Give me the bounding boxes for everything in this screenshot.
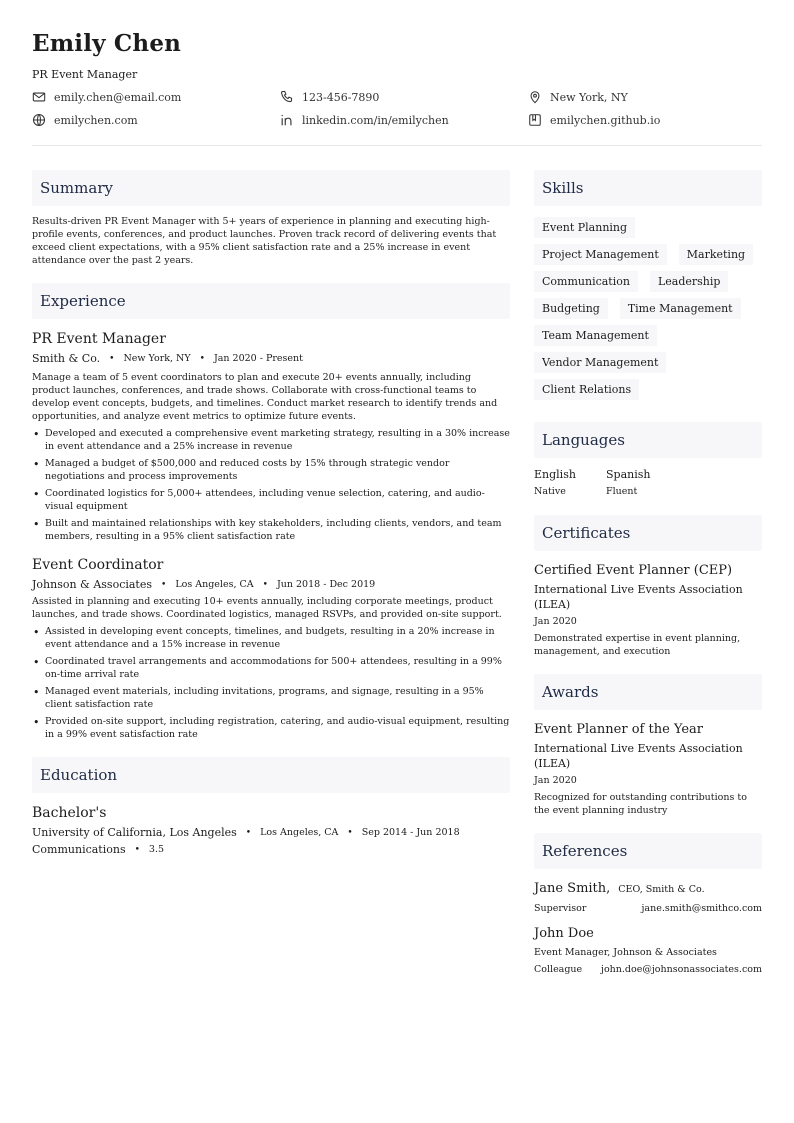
list-item: • Assisted in developing event concepts, timelines, and budgets, resulting in a 20% increase in event attendance and a 15% increase in revenue [32,625,510,651]
language-name: Spanish [606,468,651,481]
job-description: Assisted in planning and executing 10+ events annually, including corporate meetings, product launches, and trade shows. Coordinated logistics, managed RSVPs, and provided on-site support. [32,596,502,620]
reference-details [534,964,762,975]
school-location: Los Angeles, CA [260,827,339,838]
languages-section [534,422,762,497]
reference-header [534,926,762,941]
section-heading: References [534,833,762,869]
section-heading: Education [32,757,510,793]
linkedin-icon [280,113,294,127]
certificate-title: Certified Event Planner (CEP) [534,563,733,578]
header-divider [32,145,762,146]
job-entry [32,331,510,543]
section-heading: Skills [534,170,762,206]
contact-github[interactable] [528,112,762,128]
contact-linkedin[interactable] [280,112,528,128]
globe-icon [32,113,46,127]
award-description: Recognized for outstanding contributions to the event planning industry [534,792,747,816]
list-item: • Managed a budget of $500,000 and reduced costs by 15% through strategic vendor negotiations and process improvements [32,457,510,483]
certificates-section [534,515,762,658]
school-name: University of California, Los Angeles [32,826,237,839]
skill-chip: Client Relations [534,379,639,400]
phone-text: 123-456-7890 [302,90,380,104]
section-heading: Languages [534,422,762,458]
field-of-study: Communications [32,843,126,856]
degree-title: Bachelor's [32,805,107,821]
language-level: Fluent [606,486,638,497]
list-item: • Built and maintained relationships with key stakeholders, including clients, vendors, and team members, resulting in a 95% client satisfaction rate [32,517,510,543]
mail-icon [32,90,46,104]
sidebar-column [534,170,762,975]
reference-position: CEO, Smith & Co. [618,884,705,895]
contact-phone[interactable] [280,89,528,105]
list-item: • Managed event materials, including invitations, programs, and signage, resulting in a 95% client satisfaction rate [32,685,510,711]
job-bullets [32,427,510,543]
reference-relation: Colleague [534,964,583,975]
language-item [606,468,678,497]
map-pin-icon [528,90,542,104]
reference-name: John Doe [534,926,594,941]
separator-dot: • [262,579,268,590]
certificate-date: Jan 2020 [534,616,577,627]
job-title: Event Coordinator [32,557,164,573]
linkedin-text: linkedin.com/in/emilychen [302,113,449,127]
list-item: • Provided on-site support, including registration, catering, and audio-visual equipment, resulting in a 99% event satisfaction rate [32,715,510,741]
website-text: emilychen.com [54,113,138,127]
education-dates: Sep 2014 - Jun 2018 [361,827,460,838]
separator-dot: • [245,827,252,838]
section-heading: Awards [534,674,762,710]
separator-dot: • [161,579,167,590]
skill-chip: Communication [534,271,638,292]
section-heading: Experience [32,283,510,319]
reference-relation: Supervisor [534,903,587,914]
reference-details [534,903,762,914]
language-level: Native [534,486,566,497]
skill-chip: Project Management [534,244,667,265]
job-meta [32,352,510,365]
candidate-name: Emily Chen [32,30,182,57]
summary-section [32,170,510,267]
skills-section [534,170,762,400]
separator-dot: • [134,844,140,855]
job-location: Los Angeles, CA [175,579,254,590]
award-org: International Live Events Association (ILEA) [534,742,743,770]
certificate-description: Demonstrated expertise in event planning, management, and execution [534,633,741,657]
certificate-org: International Live Events Association (ILEA) [534,583,743,611]
education-entry [32,805,510,856]
awards-section [534,674,762,817]
job-description: Manage a team of 5 event coordinators to plan and execute 20+ events annually, including product launches, conferences, and trade shows. Collaborate with cross-functional teams to develop event concepts, budgets, and timelines. Conduct market research to identify trends and opportunities, and analyze event metrics to optimize future events. [32,372,498,422]
job-entry [32,557,510,741]
github-icon [528,113,542,127]
job-dates: Jan 2020 - Present [213,353,303,364]
job-bullets [32,625,510,741]
skill-chip: Budgeting [534,298,608,319]
job-meta [32,578,510,591]
separator-dot: • [199,353,205,364]
location-text: New York, NY [550,90,628,104]
reference-entry [534,881,762,914]
job-dates: Jun 2018 - Dec 2019 [276,579,376,590]
candidate-title: PR Event Manager [32,68,138,81]
skill-chip: Team Management [534,325,657,346]
references-section [534,833,762,975]
section-heading: Certificates [534,515,762,551]
company-name: Johnson & Associates [32,578,153,591]
summary-text: Results-driven PR Event Manager with 5+ years of experience in planning and executing high-profile events, conferences, and product launches. Proven track record of delivering events that exceed client expectations, with a 95% client satisfaction rate and a 25% increase in event attendance over the past 2 years. [32,216,497,266]
skill-chip: Marketing [679,244,753,265]
award-title: Event Planner of the Year [534,722,703,737]
languages-list [534,468,762,497]
gpa-value: 3.5 [148,844,165,855]
list-item: • Coordinated logistics for 5,000+ attendees, including venue selection, catering, and audio-visual equipment [32,487,510,513]
section-heading: Summary [32,170,510,206]
skills-list [534,217,762,400]
reference-email[interactable]: jane.smith@smithco.com [641,903,762,914]
separator-dot: • [347,827,353,838]
contact-list [32,89,762,128]
skill-chip: Event Planning [534,217,635,238]
reference-header [534,881,762,896]
list-item: • Developed and executed a comprehensive event marketing strategy, resulting in a 30% increase in event attendance and a 25% increase in revenue [32,427,510,453]
email-text: emily.chen@email.com [54,90,182,104]
language-item [534,468,606,497]
education-details [32,843,510,856]
company-name: Smith & Co. [32,352,101,365]
reference-email[interactable]: john.doe@johnsonassociates.com [601,964,762,975]
contact-location [528,89,762,105]
experience-section [32,283,510,741]
language-name: English [534,468,576,481]
phone-icon [280,90,294,104]
reference-position: Event Manager, Johnson & Associates [534,947,717,958]
resume-header [32,30,762,128]
contact-website[interactable] [32,112,280,128]
github-text: emilychen.github.io [550,113,661,127]
award-date: Jan 2020 [534,775,577,786]
separator-dot: • [109,353,115,364]
job-title: PR Event Manager [32,331,166,347]
main-column [32,170,510,856]
list-item: • Coordinated travel arrangements and accommodations for 500+ attendees, resulting in a 99% on-time arrival rate [32,655,510,681]
reference-name: Jane Smith, [534,881,611,896]
skill-chip: Vendor Management [534,352,666,373]
contact-email[interactable] [32,89,280,105]
reference-entry [534,926,762,975]
job-location: New York, NY [123,353,191,364]
education-meta [32,826,510,839]
skill-chip: Time Management [620,298,741,319]
education-section [32,757,510,856]
skill-chip: Leadership [650,271,728,292]
